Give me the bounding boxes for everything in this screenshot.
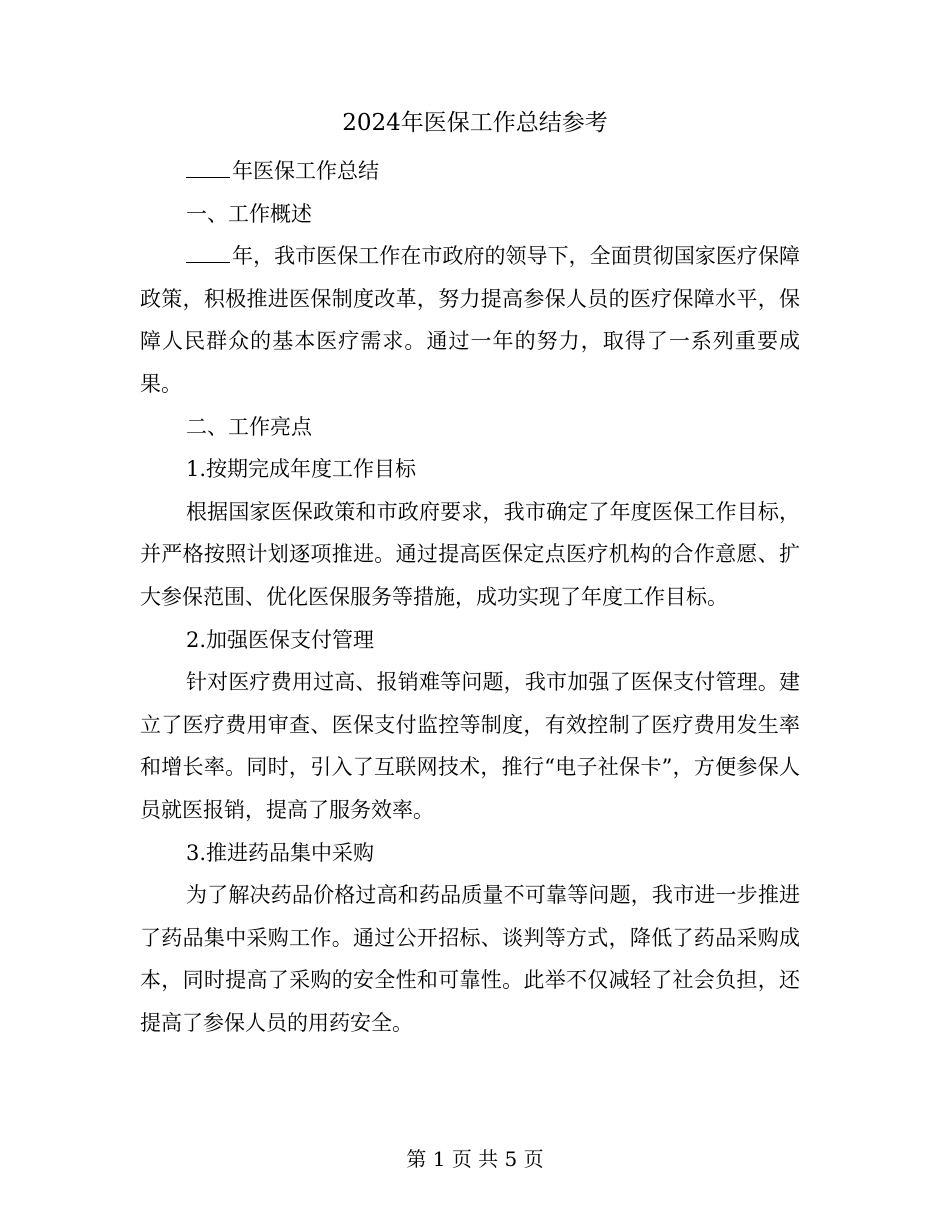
section-heading-overview: 一、工作概述 <box>186 201 312 226</box>
blank-underline <box>186 157 230 178</box>
blank-underline <box>186 242 230 263</box>
document-title: 2024年医保工作总结参考 <box>342 110 608 136</box>
paragraph-item-1: 根据国家医保政策和市政府要求，我市确定了年度医保工作目标，并严格按照计划逐项推进。通过提高医保定点医疗机构的合作意愿、扩大参保范围、优化医保服务等措施，成功实现了年度工作目标。 <box>140 499 800 609</box>
paragraph-overview <box>140 235 800 405</box>
paragraph-item-2: 针对医疗费用过高、报销难等问题，我市加强了医保支付管理。建立了医疗费用审查、医保支付监控等制度，有效控制了医疗费用发生率和增长率。同时，引入了互联网技术，推行“电子社保卡”，方便参保人员就医报销，提高了服务效率。 <box>140 670 800 822</box>
item-heading-2: 2.加强医保支付管理 <box>186 627 375 652</box>
page-number-footer: 第 1 页 共 5 页 <box>406 1147 544 1171</box>
subtitle <box>140 150 800 193</box>
subtitle-text: 年医保工作总结 <box>232 159 379 183</box>
item-heading-3: 3.推进药品集中采购 <box>186 840 375 865</box>
section-heading-highlights: 二、工作亮点 <box>186 414 312 439</box>
document-body <box>140 150 800 1044</box>
item-heading-1: 1.按期完成年度工作目标 <box>186 457 417 482</box>
paragraph-overview-text: 年，我市医保工作在市政府的领导下，全面贯彻国家医疗保障政策，积极推进医保制度改革，努力提高参保人员的医疗保障水平，保障人民群众的基本医疗需求。通过一年的努力，取得了一系列重要成果。 <box>140 244 800 396</box>
paragraph-item-3: 为了解决药品价格过高和药品质量不可靠等问题，我市进一步推进了药品集中采购工作。通过公开招标、谈判等方式，降低了药品采购成本，同时提高了采购的安全性和可靠性。此举不仅减轻了社会负担，还提高了参保人员的用药安全。 <box>140 883 800 1035</box>
